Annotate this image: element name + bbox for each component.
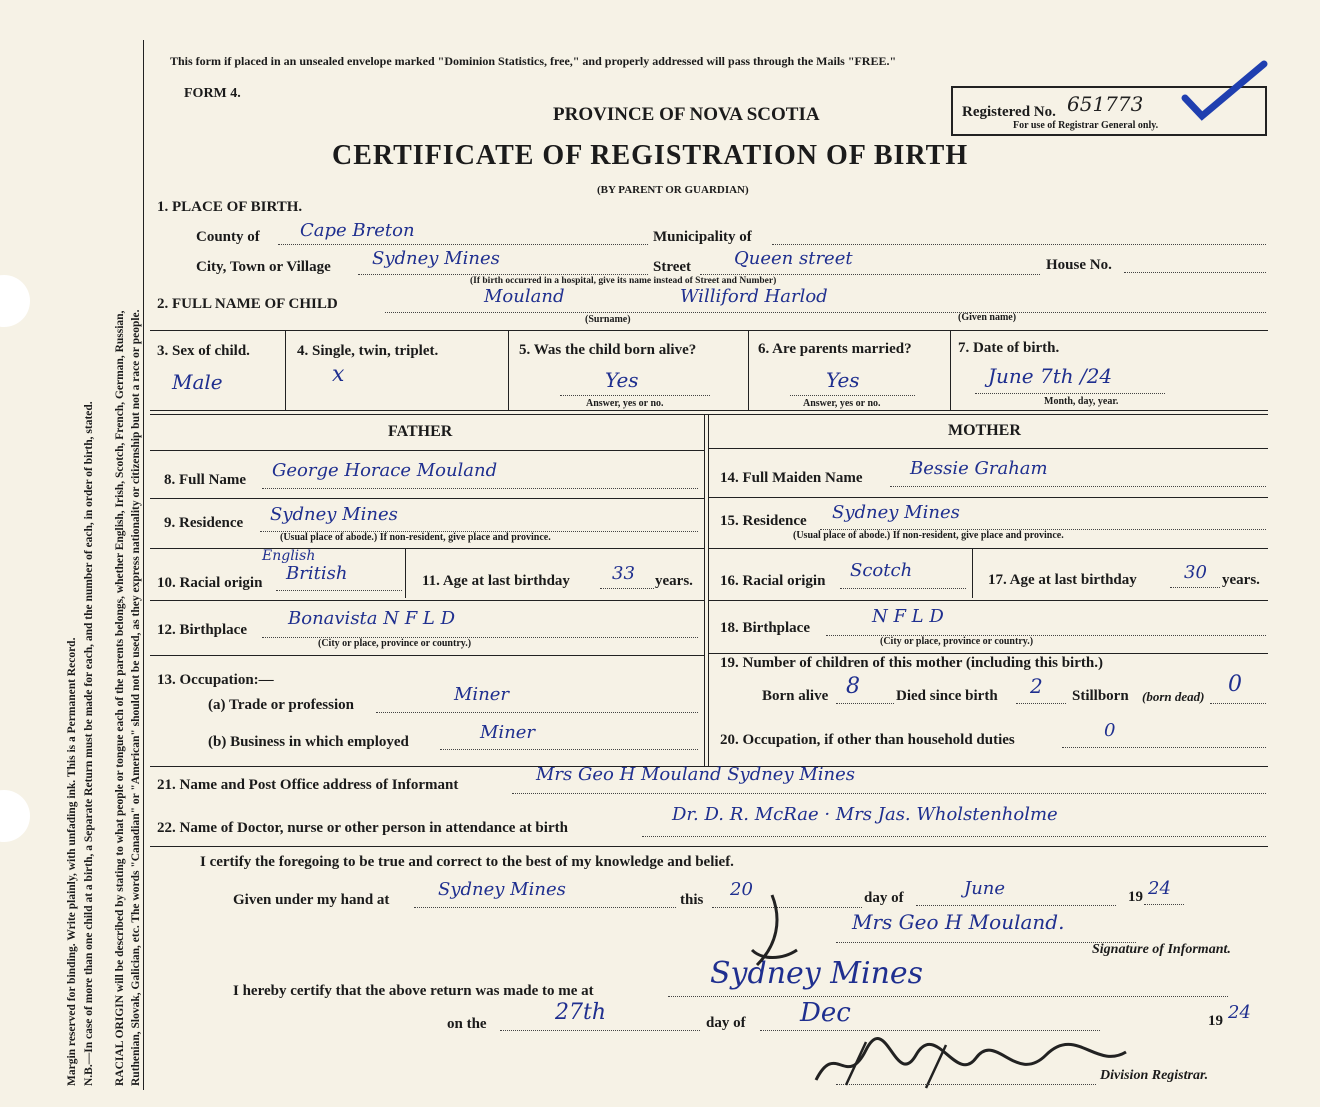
punch-hole-top [0,275,30,327]
father-trade: Miner [454,684,510,705]
mother-name-label: 14. Full Maiden Name [720,470,863,486]
municipality-line [772,244,1266,245]
informant-value: Mrs Geo H Mouland Sydney Mines [536,764,856,785]
registrar-certify: I hereby certify that the above return was made to me at [233,983,594,999]
registered-number: 651773 [1067,92,1144,116]
registration-month: Dec [800,998,851,1028]
county-label: County of [196,229,260,245]
children-count-label: 19. Number of children of this mother (including this birth.) [720,655,1103,671]
rule-father-1 [150,450,704,451]
father-age: 33 [612,563,635,584]
house-label: House No. [1046,257,1112,273]
on-the-label: on the [447,1016,487,1032]
registered-label: Registered No. [962,104,1056,120]
dob-line [975,393,1165,394]
mother-birthplace: N F L D [872,606,944,627]
rule-father-5 [150,655,704,656]
mail-notice: This form if placed in an unsealed envelope marked "Dominion Statistics, free," and properly addressed will pass through the Mails "FREE." [170,54,897,68]
rule-mother-4 [708,600,1268,601]
father-business: Miner [480,722,536,743]
registration-day: 27th [555,1000,607,1025]
parents-divider-2 [708,414,709,766]
county-value: Cape Breton [300,220,415,241]
given-month-line [916,905,1116,906]
parents-divider [704,414,705,766]
mother-years: years. [1222,572,1260,588]
informant-signature-caption: Signature of Informant. [1092,942,1231,957]
col-divider-2 [508,330,509,410]
alive-line [560,395,710,396]
given-this-label: this [680,892,704,908]
doctor-value: Dr. D. R. McRae · Mrs Jas. Wholstenholme [672,804,1058,825]
margin-line-4: Ruthenian, Slovak, Galician, etc. The words "Canadian" or "American" should not be used, as they express nationality or citizenship but not a race or people. [130,309,142,1086]
father-residence-caption: (Usual place of abode.) If non-resident, give place and province. [280,532,551,543]
margin-line-3: RACIAL ORIGIN will be described by stating to what people or tongue each of the parents belongs, whether English, Irish, Scotch, French, German, Russian, [114,310,126,1086]
given-year: 24 [1148,878,1171,899]
stillborn-value: 0 [1228,672,1242,697]
mother-racial-line [840,588,966,589]
form-number: FORM 4. [184,86,241,101]
sex-value: Male [172,370,223,394]
rule-parents [150,410,1268,411]
surname-caption: (Surname) [585,314,631,325]
alive-value: Yes [605,368,639,392]
father-years: years. [655,573,693,589]
single-label: 4. Single, twin, triplet. [297,343,439,359]
father-trade-label: (a) Trade or profession [208,697,354,713]
col-divider-4 [950,330,951,410]
rule-mother-3 [708,548,1268,549]
stillborn-label: Stillborn [1072,688,1129,704]
check-mark-icon [1180,58,1270,128]
single-value: x [332,362,345,387]
doctor-line [642,836,1266,837]
died-label: Died since birth [896,688,998,704]
informant-line [512,793,1266,794]
given-year-prefix: 19 [1128,889,1143,905]
rule-mother-5 [708,653,1268,654]
father-name: George Horace Mouland [272,460,498,481]
mother-birthplace-label: 18. Birthplace [720,620,810,636]
died-line [1016,703,1066,704]
married-value: Yes [826,368,860,392]
alive-label: 5. Was the child born alive? [519,342,697,358]
given-place: Sydney Mines [438,879,566,900]
document-subtitle: (BY PARENT OR GUARDIAN) [597,184,749,196]
dob-value: June 7th /24 [988,364,1113,388]
given-place-line [414,907,676,908]
street-label: Street [653,259,692,275]
father-racial-divider [405,548,406,598]
married-caption: Answer, yes or no. [803,398,881,409]
rule-certification [150,846,1268,847]
died-value: 2 [1030,674,1043,698]
sex-label: 3. Sex of child. [157,343,250,359]
father-age-line [600,588,654,589]
margin-rule [143,40,144,1090]
municipality-label: Municipality of [653,229,752,245]
street-line [700,274,1040,275]
informant-signature: Mrs Geo H Mouland. [852,910,1065,934]
registrar-signature [806,1030,1136,1100]
father-occupation-label: 13. Occupation:— [157,672,274,688]
father-business-label: (b) Business in which employed [208,734,409,750]
house-line [1124,272,1266,273]
rule-mother-2 [708,497,1268,498]
father-residence-label: 9. Residence [164,515,244,531]
alive-caption: Answer, yes or no. [586,398,664,409]
rule-parents-2 [150,414,1268,415]
stillborn-line [1210,703,1266,704]
father-birthplace-label: 12. Birthplace [157,622,247,638]
informant-initial-mark [742,890,802,970]
father-birthplace: Bonavista N F L D [288,608,456,629]
mother-racial-divider [972,548,973,598]
margin-line-1: Margin reserved for binding. Write plainly, with unfading ink. This is a Permanent Record. [66,637,78,1086]
col-divider-1 [285,330,286,410]
street-value: Queen street [734,248,853,269]
mother-occupation: 0 [1104,720,1116,741]
col-divider-3 [748,330,749,410]
rule-father-3 [150,548,704,549]
child-given-name: Williford Harlod [680,286,828,307]
child-name-line [385,312,1266,313]
father-heading: FATHER [388,423,453,440]
father-trade-line [376,712,698,713]
punch-hole-bottom [0,790,30,842]
registrar-note: For use of Registrar General only. [1013,120,1159,131]
city-label: City, Town or Village [196,259,331,275]
given-day: 20 [730,879,753,900]
dob-label: 7. Date of birth. [958,340,1060,356]
father-racial-line [276,590,402,591]
informant-label: 21. Name and Post Office address of Informant [157,777,459,793]
mother-residence-label: 15. Residence [720,513,807,529]
father-name-label: 8. Full Name [164,472,247,488]
given-year-line [1144,904,1184,905]
rule-father-4 [150,600,704,601]
margin-line-2: N.B.—In case of more than one child at a birth, a Separate Return must be made for each, and the number of each, in order of birth, stated. [83,401,95,1086]
child-surname: Mouland [484,286,565,307]
place-section-label: 1. PLACE OF BIRTH. [157,199,303,215]
born-alive-line [836,703,894,704]
mother-occupation-line [1062,747,1266,748]
mother-racial-label: 16. Racial origin [720,573,826,589]
mother-residence-caption: (Usual place of abode.) If non-resident, give place and province. [793,530,1064,541]
city-value: Sydney Mines [372,248,500,269]
registrar-signature-line [836,1084,1096,1085]
married-label: 6. Are parents married? [758,341,912,357]
father-racial: British [286,563,348,584]
born-alive-label: Born alive [762,688,829,704]
mother-heading: MOTHER [948,422,1021,439]
dob-caption: Month, day, year. [1044,396,1119,407]
rule-mother-1 [708,448,1268,449]
father-racial-label: 10. Racial origin [157,575,263,591]
given-at-label: Given under my hand at [233,892,390,908]
father-age-label: 11. Age at last birthday [422,573,570,589]
mother-racial: Scotch [850,560,913,581]
mother-name-line [890,486,1266,487]
rule-top-row [150,330,1268,331]
given-day-of-label: day of [864,890,904,906]
stillborn-note: (born dead) [1142,689,1205,704]
mother-age: 30 [1184,562,1207,583]
married-line [790,395,915,396]
registration-year-prefix: 19 [1208,1013,1223,1029]
county-line [278,244,648,245]
given-month: June [964,878,1006,899]
informant-signature-line [836,942,1136,943]
father-racial-above: English [262,548,316,564]
registration-year: 24 [1228,1002,1251,1023]
father-residence: Sydney Mines [270,504,398,525]
mother-occupation-label: 20. Occupation, if other than household duties [720,732,1015,748]
doctor-label: 22. Name of Doctor, nurse or other person in attendance at birth [157,820,568,836]
rule-father-2 [150,498,704,499]
born-alive-value: 8 [846,674,860,699]
mother-residence: Sydney Mines [832,502,960,523]
mother-age-line [1170,587,1220,588]
province-heading: PROVINCE OF NOVA SCOTIA [553,104,820,125]
registrar-place: Sydney Mines [710,956,924,991]
city-line [358,274,648,275]
mother-birthplace-caption: (City or place, province or country.) [880,636,1034,647]
certify-statement: I certify the foregoing to be true and correct to the best of my knowledge and belief. [200,854,734,870]
registration-day-of: day of [706,1015,746,1031]
hospital-note: (If birth occurred in a hospital, give its name instead of Street and Number) [470,276,777,286]
mother-name: Bessie Graham [910,458,1048,479]
father-birthplace-caption: (City or place, province or country.) [318,638,472,649]
registrar-place-line [668,996,1228,997]
registration-day-line [500,1030,700,1031]
document-title: CERTIFICATE OF REGISTRATION OF BIRTH [332,140,969,171]
father-business-line [440,749,698,750]
given-caption: (Given name) [958,312,1017,323]
mother-age-label: 17. Age at last birthday [988,572,1137,588]
child-name-label: 2. FULL NAME OF CHILD [157,296,338,312]
father-name-line [262,488,698,489]
registrar-caption: Division Registrar. [1100,1068,1209,1083]
